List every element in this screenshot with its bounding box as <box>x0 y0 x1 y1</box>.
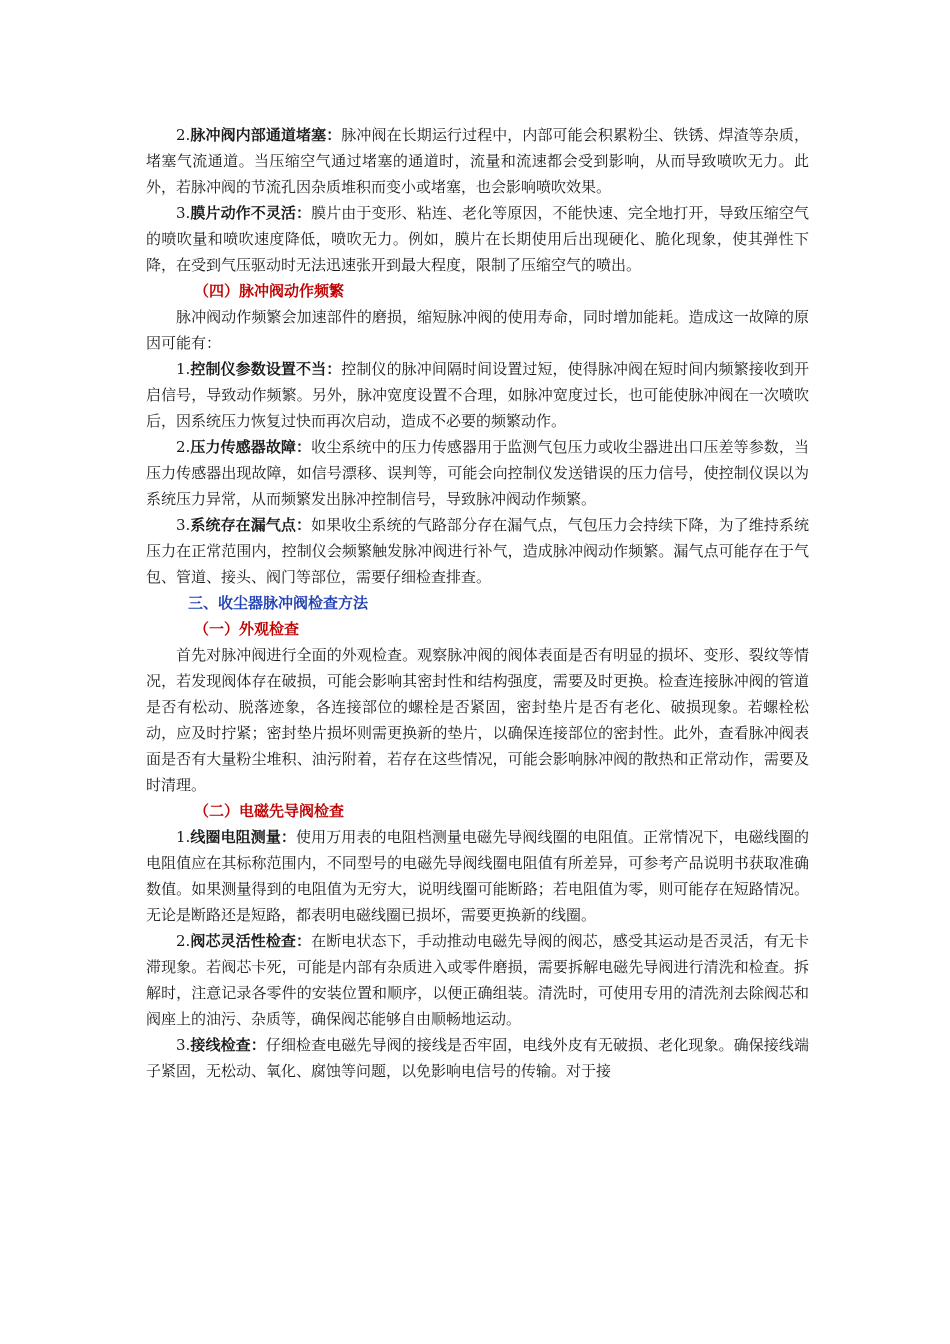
list-item: 3.膜片动作不灵活：膜片由于变形、粘连、老化等原因，不能快速、完全地打开，导致压缩空气的喷吹量和喷吹速度降低，喷吹无力。例如，膜片在长期使用后出现硬化、脆化现象，使其弹性下降，在受到气压驱动时无法迅速张开到最大程度，限制了压缩空气的喷出。 <box>146 204 809 274</box>
list-item: 3.系统存在漏气点：如果收尘系统的气路部分存在漏气点，气包压力会持续下降，为了维持系统压力在正常范围内，控制仪会频繁触发脉冲阀进行补气，造成脉冲阀动作频繁。漏气点可能存在于气包、管道、接头、阀门等部位，需要仔细检查排查。 <box>146 516 809 586</box>
list-item: 2.脉冲阀内部通道堵塞：脉冲阀在长期运行过程中，内部可能会积累粉尘、铁锈、焊渣等杂质，堵塞气流通道。当压缩空气通过堵塞的通道时，流量和流速都会受到影响，从而导致喷吹无力。此外，若脉冲阀的节流孔因杂质堆积而变小或堵塞，也会影响喷吹效果。 <box>146 126 809 196</box>
item-title: 接线检查： <box>190 1036 266 1054</box>
item-title: 脉冲阀内部通道堵塞： <box>190 126 342 144</box>
item-title: 压力传感器故障： <box>190 438 312 456</box>
item-title: 线圈电阻测量： <box>190 828 297 846</box>
item-title: 膜片动作不灵活： <box>190 204 312 222</box>
item-title: 控制仪参数设置不当： <box>190 360 342 378</box>
subsection-heading: （一）外观检查 <box>194 620 300 638</box>
item-title: 阀芯灵活性检查： <box>190 932 312 950</box>
list-item: 1.控制仪参数设置不当：控制仪的脉冲间隔时间设置过短，使得脉冲阀在短时间内频繁接收到开启信号，导致动作频繁。另外，脉冲宽度设置不合理，如脉冲宽度过长，也可能使脉冲阀在一次喷吹后，因系统压力恢复过快而再次启动，造成不必要的频繁动作。 <box>146 360 809 430</box>
item-title: 系统存在漏气点： <box>190 516 312 534</box>
list-item: 3.接线检查：仔细检查电磁先导阀的接线是否牢固，电线外皮有无破损、老化现象。确保接线端子紧固，无松动、氧化、腐蚀等问题，以免影响电信号的传输。对于接 <box>146 1036 809 1080</box>
document-body <box>146 122 809 1084</box>
list-item: 2.压力传感器故障：收尘系统中的压力传感器用于监测气包压力或收尘器进出口压差等参数，当压力传感器出现故障，如信号漂移、误判等，可能会向控制仪发送错误的压力信号，使控制仪误以为系统压力异常，从而频繁发出脉冲控制信号，导致脉冲阀动作频繁。 <box>146 438 809 508</box>
subsection-heading: （四）脉冲阀动作频繁 <box>194 282 345 300</box>
paragraph: 首先对脉冲阀进行全面的外观检查。观察脉冲阀的阀体表面是否有明显的损坏、变形、裂纹等情况，若发现阀体存在破损，可能会影响其密封性和结构强度，需要及时更换。检查连接脉冲阀的管道是否有松动、脱落迹象，各连接部位的螺栓是否紧固，密封垫片是否有老化、破损现象。若螺栓松动，应及时拧紧；密封垫片损坏则需更换新的垫片，以确保连接部位的密封性。此外，查看脉冲阀表面是否有大量粉尘堆积、油污附着，若存在这些情况，可能会影响脉冲阀的散热和正常动作，需要及时清理。 <box>146 646 809 794</box>
subsection-heading: （二）电磁先导阀检查 <box>194 802 345 820</box>
list-item: 2.阀芯灵活性检查：在断电状态下，手动推动电磁先导阀的阀芯，感受其运动是否灵活，有无卡滞现象。若阀芯卡死，可能是内部有杂质进入或零件磨损，需要拆解电磁先导阀进行清洗和检查。拆解时，注意记录各零件的安装位置和顺序，以便正确组装。清洗时，可使用专用的清洗剂去除阀芯和阀座上的油污、杂质等，确保阀芯能够自由顺畅地运动。 <box>146 932 809 1028</box>
section-heading: 三、收尘器脉冲阀检查方法 <box>188 594 369 612</box>
paragraph: 脉冲阀动作频繁会加速部件的磨损，缩短脉冲阀的使用寿命，同时增加能耗。造成这一故障的原因可能有： <box>146 308 809 352</box>
list-item: 1.线圈电阻测量：使用万用表的电阻档测量电磁先导阀线圈的电阻值。正常情况下，电磁线圈的电阻值应在其标称范围内，不同型号的电磁先导阀线圈电阻值有所差异，可参考产品说明书获取准确数值。如果测量得到的电阻值为无穷大，说明线圈可能断路；若电阻值为零，则可能存在短路情况。无论是断路还是短路，都表明电磁线圈已损坏，需要更换新的线圈。 <box>146 828 809 924</box>
